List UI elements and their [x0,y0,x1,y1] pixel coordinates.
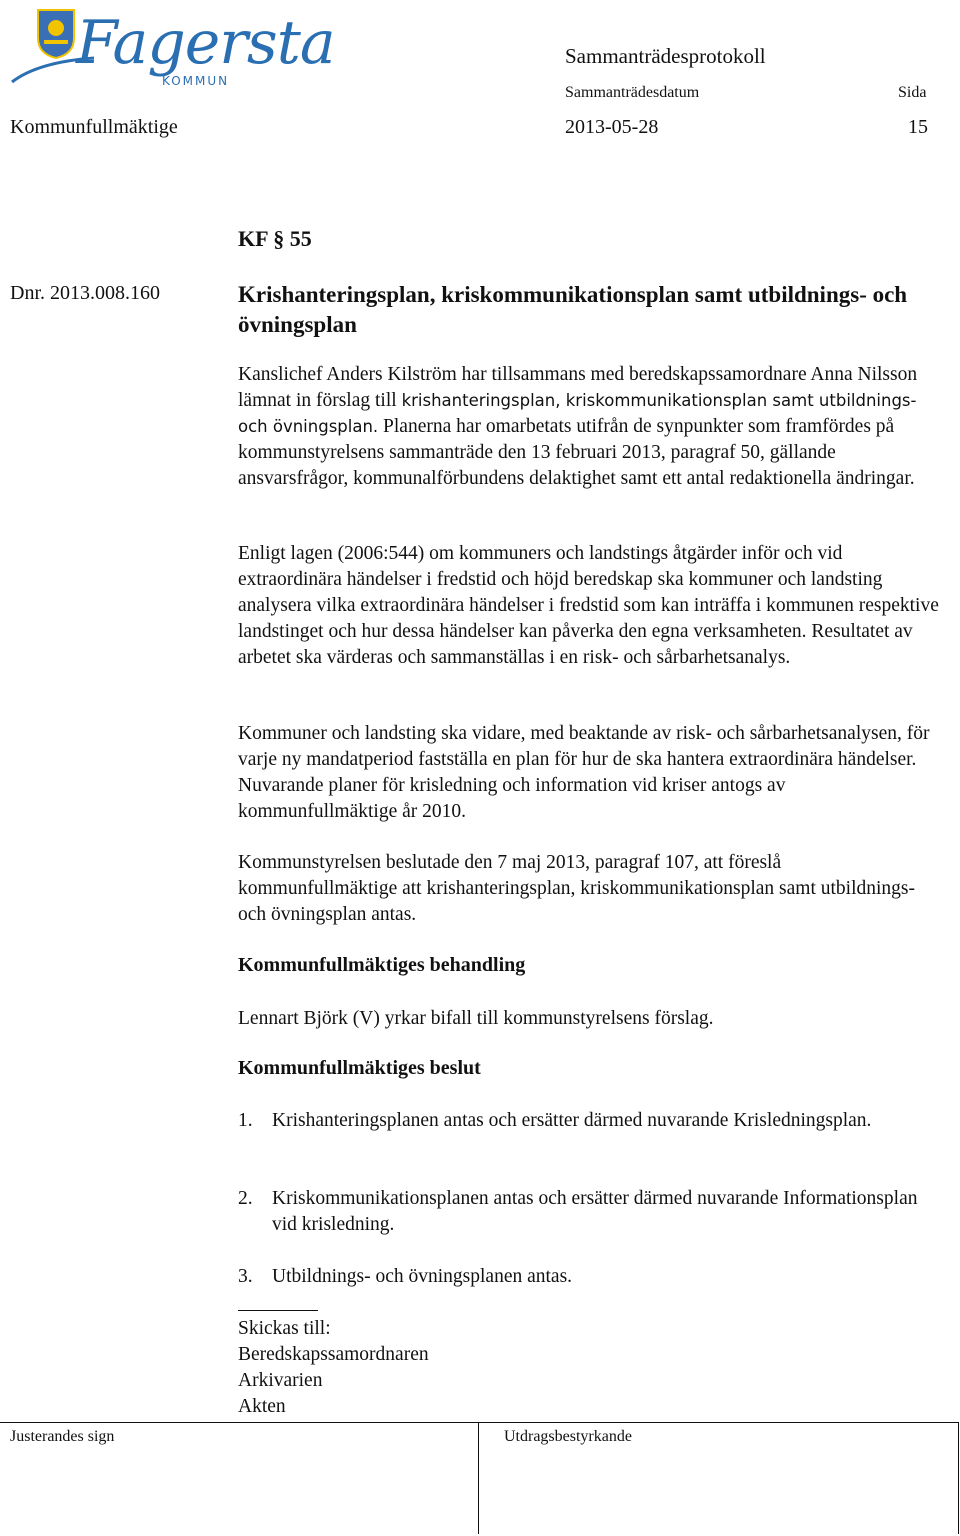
paragraph-2 [238,541,940,671]
paragraph-1 [238,362,940,492]
paragraph-4 [238,850,940,928]
section-number: KF § 55 [238,226,312,251]
distribution-rule [238,1310,318,1311]
paragraph-1-plans: krishanteringsplan, kriskommunikationsplan samt utbildnings- och övningsplan. [238,391,917,436]
page-number: 15 [908,116,928,138]
paragraph-1-rest: Planerna har omarbetats utifrån de synpunkter som framfördes på kommunstyrelsens sammanträde den 13 februari 2013, paragraf 50, gällande ansvarsfrågor, kommunalförbundens delaktighet samt ett antal redaktionella ändringar. [238,416,915,489]
footer-edge [958,1422,959,1534]
behandling-text: Lennart Björk (V) yrkar bifall till kommunstyrelsens förslag. [238,1008,714,1029]
adjuster-signature-label: Justerandes sign [10,1428,115,1445]
heading-beslut: Kommunfullmäktiges beslut [238,1057,481,1079]
paragraph-4-text: Kommunstyrelsen beslutade den 7 maj 2013, paragraf 107, att föreslå kommunfullmäktige att krishanteringsplan, kriskommunikationsplan samt utbildnings- och övningsplan antas. [238,852,916,925]
diary-number: Dnr. 2013.008.160 [10,282,160,304]
page-label: Sida [898,84,927,101]
decision-text: Kriskommunikationsplanen antas och ersätter därmed nuvarande Informationsplan vid krisledning. [272,1188,918,1235]
recipient: Beredskapssamordnaren [238,1344,429,1365]
decision-text: Utbildnings- och övningsplanen antas. [272,1266,573,1287]
meeting-date: 2013-05-28 [565,116,659,138]
organ-name: Kommunfullmäktige [10,116,178,138]
heading-behandling: Kommunfullmäktiges behandling [238,954,526,976]
decision-text: Krishanteringsplanen antas och ersätter därmed nuvarande Krisledningsplan. [272,1110,872,1131]
footer-signature-box [0,1422,958,1535]
decision-item [238,1186,940,1238]
recipient: Arkivarien [238,1370,323,1391]
decision-number: 2. [238,1188,253,1209]
send-to-label: Skickas till: [238,1318,331,1339]
paragraph-1-intro: Kanslichef Anders Kilström har tillsammans med beredskapssamordnare Anna Nilsson lämnat in förslag till [238,364,918,411]
footer-divider [478,1422,479,1534]
logo-wordmark: Fagersta [76,8,335,78]
paragraph-3 [238,721,940,825]
decision-number: 3. [238,1266,253,1287]
decision-item [238,1108,940,1134]
meeting-date-label: Sammanträdesdatum [565,84,700,101]
extract-certification-label: Utdragsbestyrkande [504,1428,632,1445]
decision-number: 1. [238,1110,253,1131]
paragraph-2-text: Enligt lagen (2006:544) om kommuners och landstings åtgärder inför och vid extraordinära händelser i fredstid och höjd beredskap ska kommuner och landsting analysera vilka extraordinära händelser i fredstid som kan inträffa i kommunen respektive landstinget och hur dessa händelser kan påverka den egna verksamheten. Resultatet av arbetet ska värderas och sammanställas i en risk- och sårbarhetsanalys. [238,543,939,668]
recipient: Akten [238,1396,286,1417]
item-title: Krishanteringsplan, kriskommunikationsplan samt utbildnings- och övningsplan [238,282,908,337]
paragraph-3-text: Kommuner och landsting ska vidare, med beaktande av risk- och sårbarhetsanalysen, för varje ny mandatperiod fastställa en plan för hur de ska hantera extraordinära händelser. Nuvarande planer för krisledning och information vid kriser antogs av kommunfullmäktige år 2010. [238,723,930,822]
document-title: Sammanträdesprotokoll [565,44,766,68]
decision-item [238,1264,940,1290]
logo-subtitle: KOMMUN [162,74,230,88]
